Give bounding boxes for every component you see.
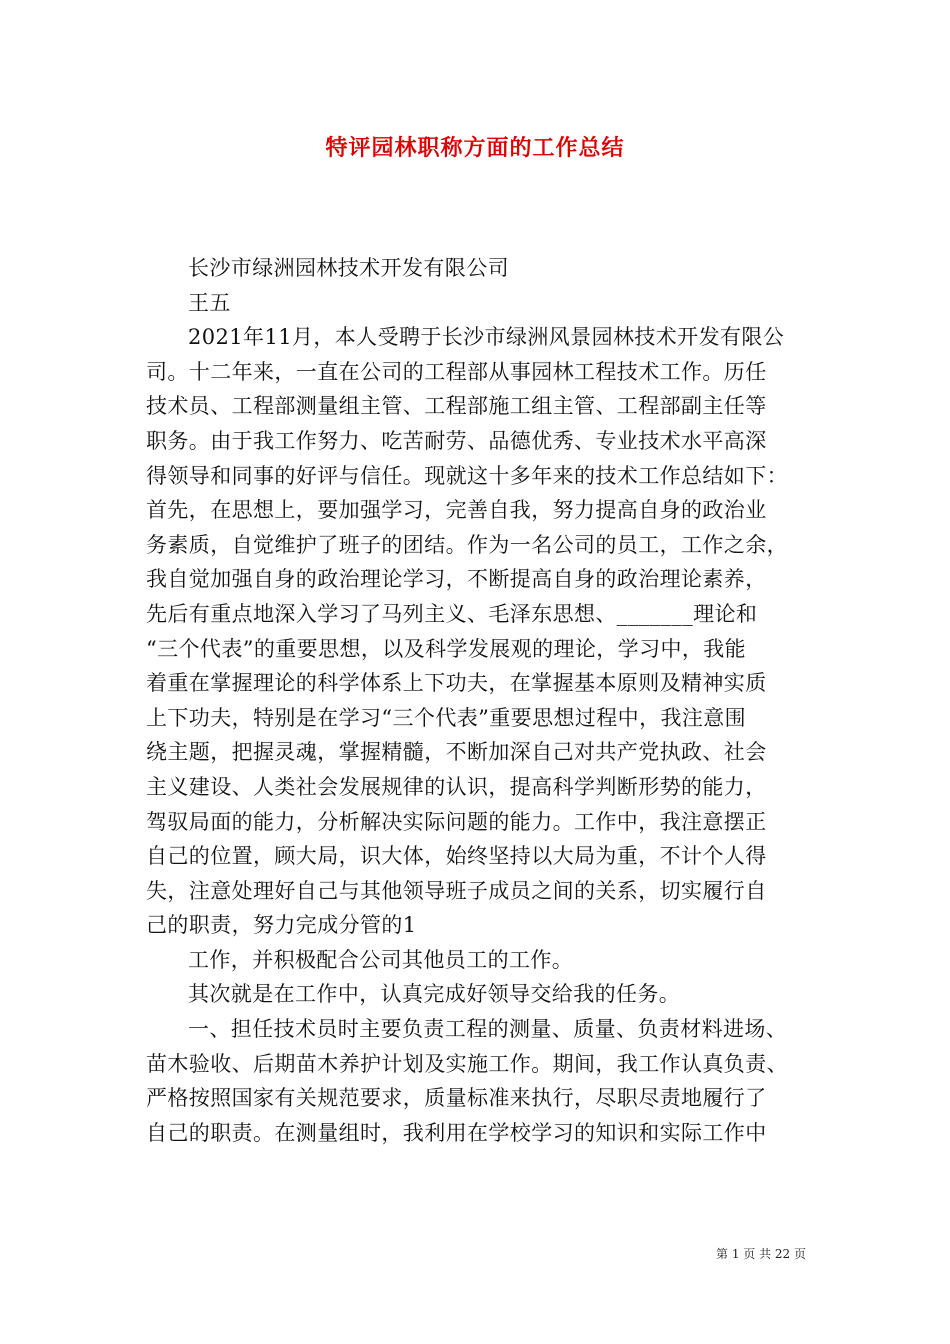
text-line: 自己的位置，顾大局，识大体，始终坚持以大局为重，不计个人得 (146, 844, 767, 869)
text-line: “三个代表”的重要思想，以及科学发展观的理论，学习中，我能 (146, 636, 747, 661)
text-line: 长沙市绿洲园林技术开发有限公司 (188, 256, 509, 280)
text-line: 先后有重点地深入学习了马列主义、毛泽东思想、_______理论和 (146, 601, 758, 626)
text-line: 技术员、工程部测量组主管、工程部施工组主管、工程部副主任等 (146, 394, 767, 419)
text-line: 务素质，自觉维护了班子的团结。作为一名公司的员工，工作之余， (146, 532, 788, 557)
text-line: 绕主题，把握灵魂，掌握精髓，不断加深自己对共产党执政、社会 (146, 740, 767, 765)
text-line: 王五 (188, 290, 231, 315)
text-line: 2021年11月，本人受聘于长沙市绿洲风景园林技术开发有限公 (188, 325, 785, 350)
text-line: 工作，并积极配合公司其他员工的工作。 (188, 947, 574, 972)
text-line: 驾驭局面的能力，分析解决实际问题的能力。工作中，我注意摆正 (146, 809, 767, 834)
text-line: 己的职责，努力完成分管的1 (146, 913, 417, 938)
document-body (146, 251, 806, 1150)
text-line: 主义建设、人类社会发展规律的认识，提高科学判断形势的能力， (146, 774, 767, 799)
page-title: 特评园林职称方面的工作总结 (325, 135, 625, 161)
text-line: 我自觉加强自身的政治理论学习，不断提高自身的政治理论素养， (146, 567, 767, 592)
text-line: 着重在掌握理论的科学体系上下功夫，在掌握基本原则及精神实质 (146, 671, 767, 696)
text-line: 得领导和同事的好评与信任。现就这十多年来的技术工作总结如下： (146, 463, 788, 488)
text-line: 司。十二年来，一直在公司的工程部从事园林工程技术工作。历任 (146, 359, 767, 384)
text-line: 严格按照国家有关规范要求，质量标准来执行，尽职尽责地履行了 (146, 1086, 767, 1111)
text-line: 职务。由于我工作努力、吃苦耐劳、品德优秀、专业技术水平高深 (146, 428, 767, 453)
page-footer: 第 1 页 共 22 页 (716, 1247, 806, 1261)
text-line: 苗木验收、后期苗木养护计划及实施工作。期间，我工作认真负责、 (146, 1051, 788, 1076)
text-line: 失，注意处理好自己与其他领导班子成员之间的关系，切实履行自 (146, 878, 767, 903)
text-line: 首先，在思想上，要加强学习，完善自我，努力提高自身的政治业 (146, 498, 767, 523)
text-line: 上下功夫，特别是在学习“三个代表”重要思想过程中，我注意围 (146, 705, 747, 730)
text-line: 自己的职责。在测量组时，我利用在学校学习的知识和实际工作中 (146, 1120, 767, 1145)
text-line: 一、担任技术员时主要负责工程的测量、质量、负责材料进场、 (188, 1017, 788, 1042)
text-line: 其次就是在工作中，认真完成好领导交给我的任务。 (188, 982, 681, 1007)
